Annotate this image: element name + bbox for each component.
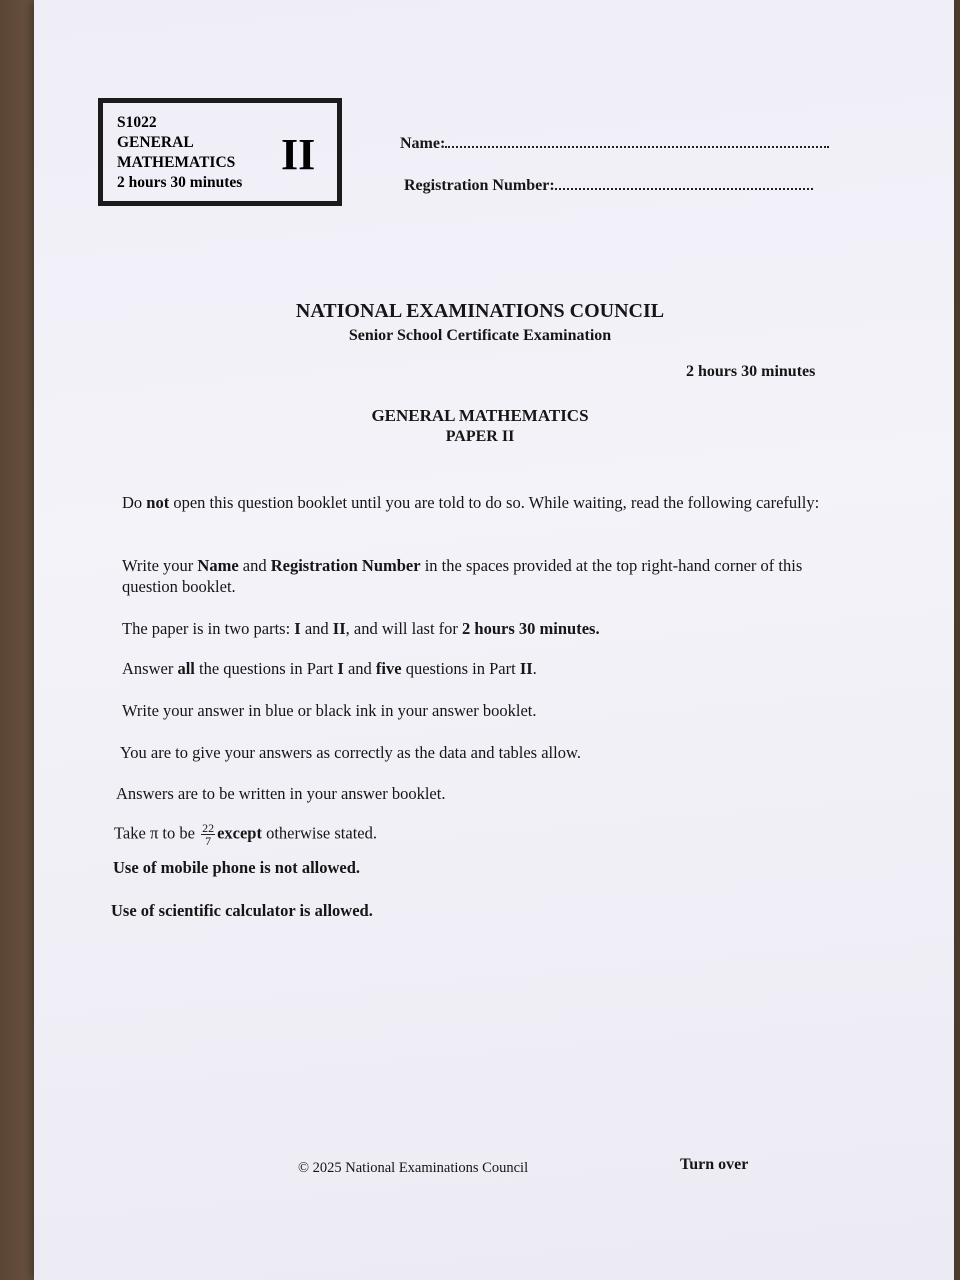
name-label: Name:: [400, 135, 446, 152]
registration-dotted-line: [555, 176, 813, 190]
subject-title: GENERAL MATHEMATICS: [371, 406, 589, 425]
paper-code: S1022: [117, 114, 157, 131]
paper-subject-line1: GENERAL: [117, 134, 194, 151]
exam-title: Senior School Certificate Examination: [348, 327, 612, 344]
council-title: NATIONAL EXAMINATIONS COUNCIL: [295, 300, 665, 322]
name-dotted-line: [445, 134, 829, 148]
instruction-ink: Write your answer in blue or black ink in your answer booklet.: [122, 701, 537, 720]
paper-duration: 2 hours 30 minutes: [117, 174, 243, 191]
instruction-paper-parts: The paper is in two parts: I and II, and will last for 2 hours 30 minutes.: [122, 619, 600, 638]
header-duration: 2 hours 30 minutes: [686, 363, 816, 380]
turn-over-label: Turn over: [680, 1156, 749, 1173]
paper-subject-line2: MATHEMATICS: [117, 154, 236, 171]
name-field: [400, 134, 829, 153]
registration-label: Registration Number:: [404, 177, 555, 194]
instruction-calculator: Use of scientific calculator is allowed.: [111, 901, 373, 920]
instruction-answer-booklet: Answers are to be written in your answer booklet.: [116, 784, 446, 803]
instruction-answer-all: Answer all the questions in Part I and five questions in Part II.: [122, 659, 537, 678]
copyright-notice: © 2025 National Examinations Council: [298, 1160, 529, 1176]
instruction-accuracy: You are to give your answers as correctly as the data and tables allow.: [120, 743, 581, 762]
paper-title: PAPER II: [445, 428, 515, 445]
instruction-mobile-phone: Use of mobile phone is not allowed.: [113, 858, 361, 877]
instruction-pi: Take π to be $\frac{22}{7}$ except otherwise stated.: [114, 821, 377, 848]
paper-id-box: [98, 98, 342, 206]
paper-id-lines: [117, 113, 242, 193]
pi-fraction: $\frac{22}{7}$: [202, 821, 215, 848]
paper-roman-numeral: II: [281, 130, 316, 179]
instruction-do-not-open: Do not open this question booklet until you are told to do so. While waiting, read the following carefully:: [122, 493, 820, 512]
instruction-write-name: Write your Name and Registration Number in the spaces provided at the top right-hand corner of this question booklet.: [122, 556, 803, 596]
registration-field: [404, 176, 813, 195]
